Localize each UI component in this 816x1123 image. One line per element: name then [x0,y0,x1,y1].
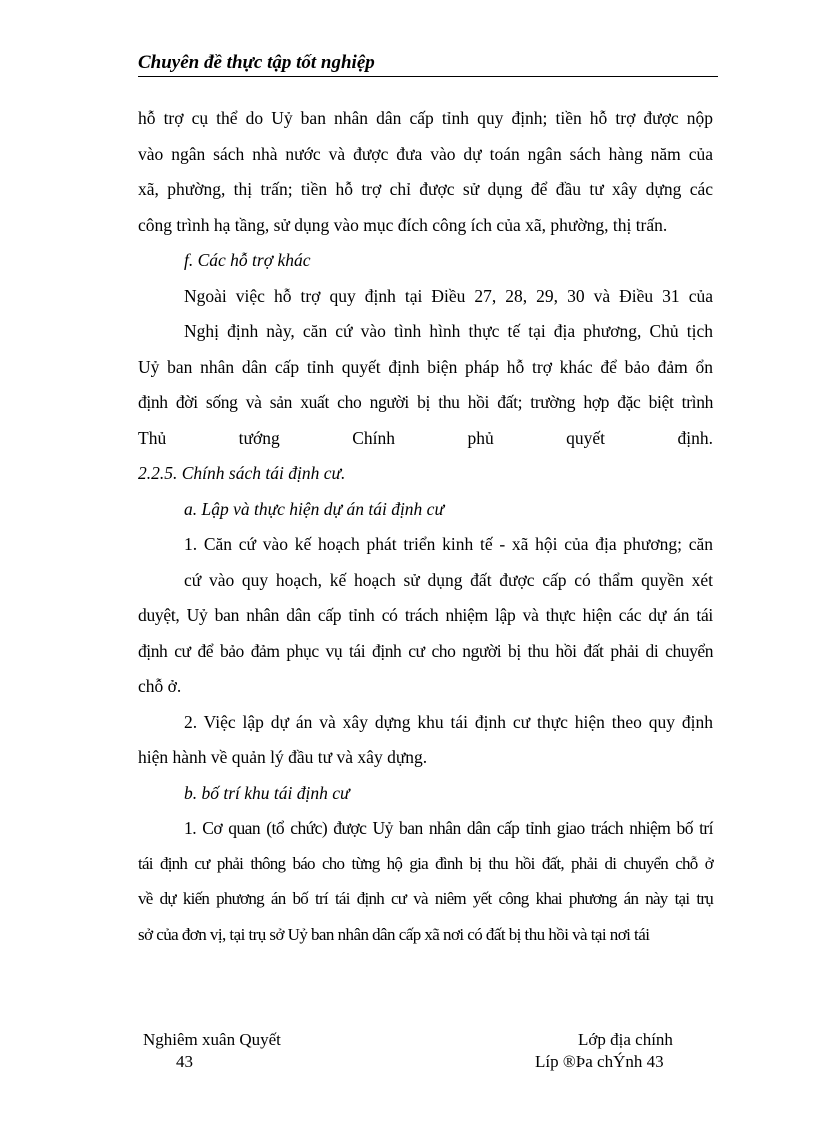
body-line: định đời sống và sản xuất cho người bị thu hồi đất; trường hợp đặc biệt trình [138,392,713,412]
body-line: 2. Việc lập dự án và xây dựng khu tái định cư thực hiện theo quy định [184,711,713,732]
body-line: cứ vào quy hoạch, kế hoạch sử dụng đất được cấp có thẩm quyền xét [184,569,713,590]
body-line: Ngoài việc hỗ trợ quy định tại Điều 27, 28, 29, 30 và Điều 31 của [184,285,713,306]
body-line: Thủ tướng Chính phủ quyết định. [138,427,713,448]
body-line: chỗ ở. [138,676,182,696]
body-line: 1. Cơ quan (tổ chức) được Uỷ ban nhân dân cấp tỉnh giao trách nhiệm bố trí [184,818,713,838]
body-line: tái định cư phải thông báo cho từng hộ gia đình bị thu hồi đất, phải di chuyển chỗ ở [138,853,713,873]
header-divider [138,76,718,77]
document-body [138,104,713,956]
body-line: định cư để bảo đảm phục vụ tái định cư cho người bị thu hồi đất phải di chuyển [138,640,713,661]
body-line: hỗ trợ cụ thể do Uỷ ban nhân dân cấp tỉnh quy định; tiền hỗ trợ được nộp [138,108,713,128]
subsection-heading-f: f. Các hỗ trợ khác [184,250,311,270]
footer-page-number: 43 [176,1052,193,1071]
footer-class-name: Lớp địa chính [578,1030,673,1049]
subsection-heading-b: b. bố trí khu tái định cư [184,782,350,803]
subsection-heading-a: a. Lập và thực hiện dự án tái định cư [184,498,444,519]
body-line: xã, phường, thị trấn; tiền hỗ trợ chỉ được sử dụng để đầu tư xây dựng các [138,179,713,199]
body-line: 1. Căn cứ vào kế hoạch phát triển kinh tế - xã hội của địa phương; căn [184,534,713,554]
page-header-title: Chuyên đề thực tập tốt nghiệp [138,52,375,73]
body-line: Uỷ ban nhân dân cấp tỉnh quyết định biện pháp hỗ trợ khác để bảo đảm ổn [138,356,713,377]
body-line: duyệt, Uỷ ban nhân dân cấp tỉnh có trách nhiệm lập và thực hiện các dự án tái [138,605,713,625]
footer-garbled-class: Líp ®Þa chÝnh 43 [535,1052,664,1071]
body-line: về dự kiến phương án bố trí tái định cư và niêm yết công khai phương án này tại trụ [138,889,713,908]
body-line: công trình hạ tầng, sử dụng vào mục đích công ích của xã, phường, thị trấn. [138,214,668,235]
body-line: sở của đơn vị, tại trụ sở Uỷ ban nhân dân cấp xã nơi có đất bị thu hồi và tại nơi tái [138,924,650,944]
body-line: vào ngân sách nhà nước và được đưa vào dự toán ngân sách hàng năm của [138,143,713,164]
footer-author: Nghiêm xuân Quyết [143,1030,281,1049]
section-heading-2-2-5: 2.2.5. Chính sách tái định cư. [138,463,346,483]
body-line: Nghị định này, căn cứ vào tình hình thực tế tại địa phương, Chủ tịch [184,321,713,341]
body-line: hiện hành về quản lý đầu tư và xây dựng. [138,747,428,767]
